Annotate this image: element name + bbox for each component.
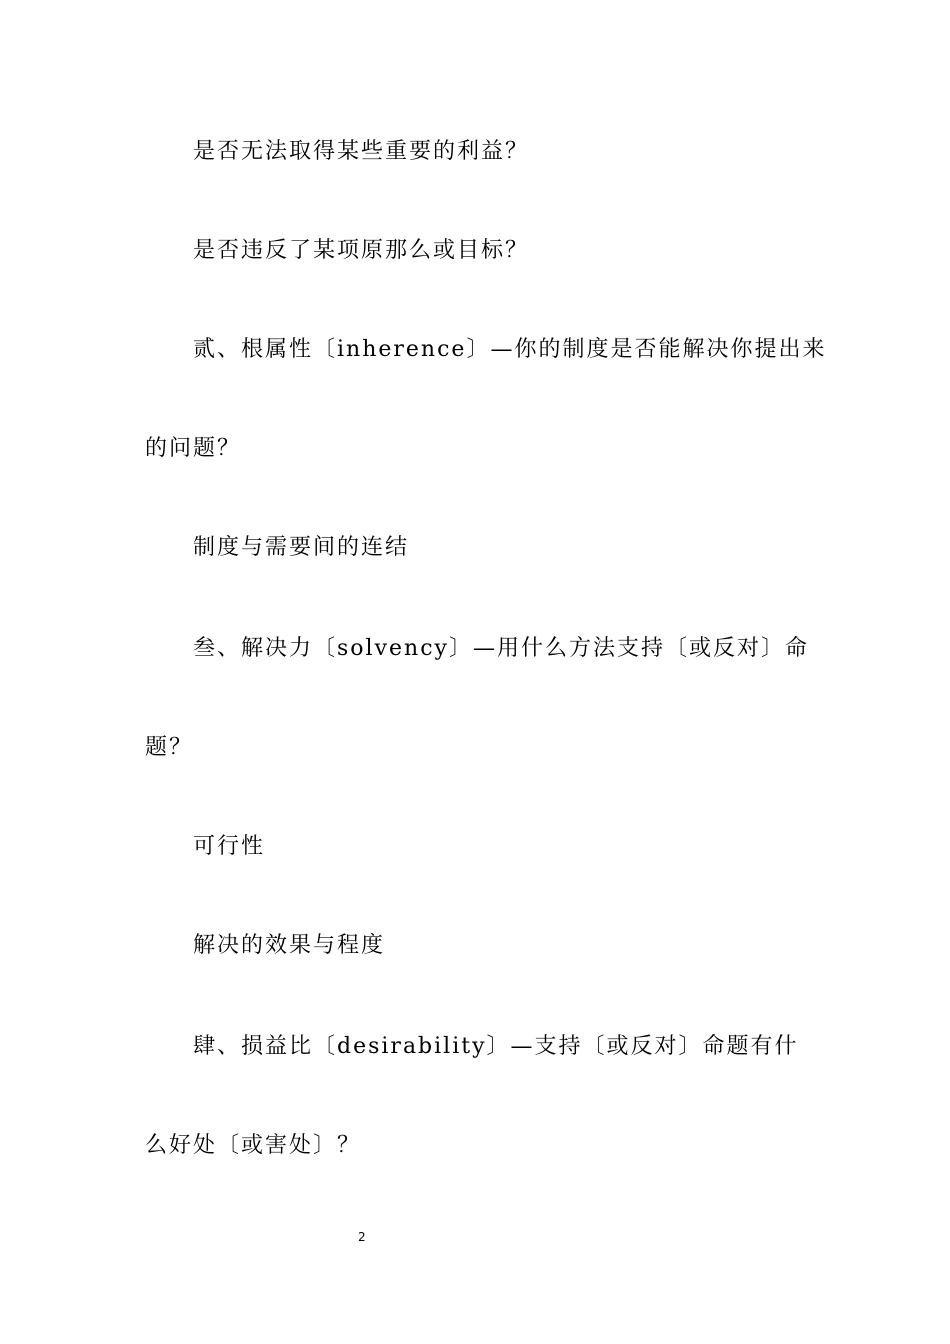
paragraph-line: 叁、解决力〔solvency〕—用什么方法支持〔或反对〕命 bbox=[193, 636, 809, 661]
paragraph-line: 贰、根属性〔inherence〕—你的制度是否能解决你提出来 bbox=[193, 337, 827, 362]
paragraph-line: 肆、损益比〔desirability〕—支持〔或反对〕命题有什 bbox=[193, 1034, 799, 1059]
paragraph-line: 可行性 bbox=[193, 834, 266, 859]
paragraph-line: 是否违反了某项原那么或目标？ bbox=[193, 238, 530, 263]
paragraph-line: 么好处〔或害处〕？ bbox=[145, 1133, 362, 1158]
paragraph-line: 是否无法取得某些重要的利益？ bbox=[193, 139, 530, 164]
paragraph-line: 的问题？ bbox=[145, 436, 242, 461]
paragraph-line: 题？ bbox=[145, 735, 194, 760]
paragraph-line: 制度与需要间的连结 bbox=[193, 535, 410, 560]
page-number: 2 bbox=[358, 1230, 366, 1244]
paragraph-line: 解决的效果与程度 bbox=[193, 933, 386, 958]
